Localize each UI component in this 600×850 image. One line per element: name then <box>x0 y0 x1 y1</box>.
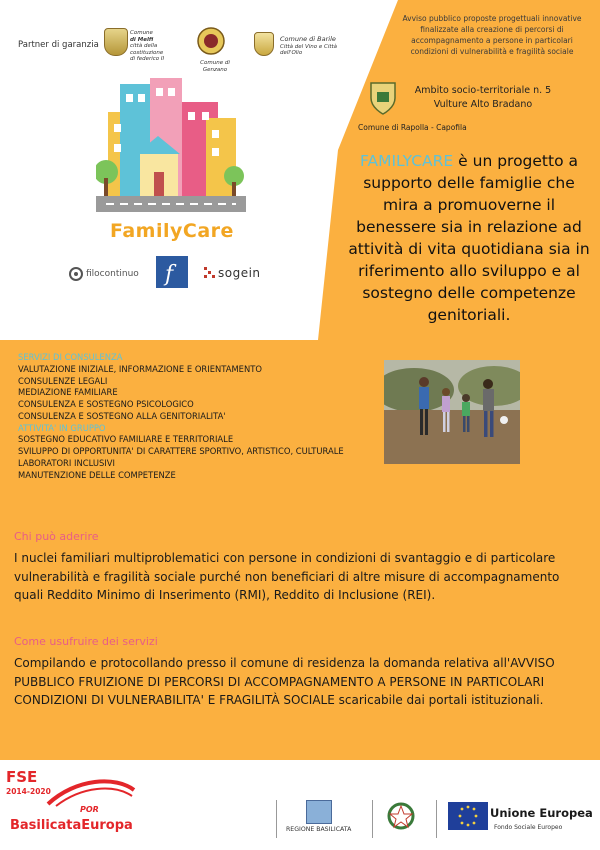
come-title: Come usufruire dei servizi <box>14 635 158 648</box>
list-item: SVILUPPO DI OPPORTUNITA' DI CARATTERE SPORTIVO, ARTISTICO, CULTURALE <box>18 446 344 457</box>
list-item: LABORATORI INCLUSIVI <box>18 457 115 468</box>
regione-label: REGIONE BASILICATA <box>286 826 352 833</box>
sogein-logo-icon <box>204 266 216 285</box>
basilicata-europa-label: BasilicataEuropa <box>10 818 133 833</box>
ambito-territoriale: Ambito socio-territoriale n. 5 Vulture Alto Bradano <box>414 85 552 110</box>
intro-paragraph: FAMILYCARE è un progetto a supporto delle famiglie che mira a promuoverne il benessere sia in relazione ad attività di vita quotidiana sia in riferimento allo sviluppo e al sostegno delle competenze genitoriali. <box>348 152 590 324</box>
intro-brand: FAMILYCARE <box>360 152 454 170</box>
footer-divider <box>436 800 437 838</box>
comune-capofila: Comune di Rapolla - Capofila <box>358 123 467 132</box>
list-item: VALUTAZIONE INIZIALE, INFORMAZIONE E ORIENTAMENTO <box>18 363 262 374</box>
genzano-crest-icon <box>192 26 230 64</box>
partner-label: Partner di garanzia <box>18 40 99 50</box>
comune-barile: Comune di Barile Città del Vino e Città dell'Olio <box>280 35 338 57</box>
fse-years: 2014-2020 <box>6 787 51 796</box>
list-item: CONSULENZA E SOSTEGNO ALLA GENITORIALITA' <box>18 410 226 421</box>
footer-divider <box>372 800 373 838</box>
footer-divider <box>276 800 277 838</box>
sponsor-f-logo-icon <box>156 256 188 288</box>
list-item: CONSULENZE LEGALI <box>18 375 108 386</box>
consulenza-header: SERVIZI DI CONSULENZA <box>18 352 123 362</box>
gruppo-header: ATTIVITA' IN GRUPPO <box>18 422 106 433</box>
barile-crest-icon <box>254 32 274 56</box>
come-body: Compilando e protocollando presso il comune di residenza la domanda relativa all'AVVISO PUBBLICO FRUIZIONE DI PERCORSI DI ACCOMPAGNAMENTO A PERSONE IN PARTICOLARI CONDIZIONI DI VULNERABILITA' E FRAGILITÀ SOCIALE scaricabile dai portali istituzionali. <box>14 656 555 708</box>
familycare-city-logo <box>96 78 246 216</box>
fse-label: FSE <box>6 768 38 786</box>
chi-puo-title: Chi può aderire <box>14 530 99 543</box>
por-label: POR <box>80 805 99 814</box>
familycare-logo-title: FamilyCare <box>110 220 234 242</box>
list-item: CONSULENZA E SOSTEGNO PSICOLOGICO <box>18 399 194 410</box>
comune-melfi: Comune di Melfi città della costituzione di federico II <box>130 30 165 63</box>
italy-emblem-icon <box>386 800 416 836</box>
notice-text: Avviso pubblico proposte progettuali innovative finalizzate alla creazione di percorsi di accompagnamento a persone in particolari condizioni di vulnerabilità e fragilità sociale <box>402 14 582 56</box>
chi-puo-body: I nuclei familiari multiproblematici con persone in condizioni di svantaggio e di particolare vulnerabilità e fragilità sociale purché non beneficiari di altre misure di accompagnamento quali Reddito Minimo di Inserimento (RMI), Reddito di Inclusione (REI). <box>14 551 560 603</box>
comune-genzano: Comune di Genzano <box>200 60 230 73</box>
regione-logo-icon <box>306 800 332 824</box>
ue-subtitle: Fondo Sociale Europeo <box>494 824 563 831</box>
sogein-label: sogein <box>218 266 261 280</box>
svg-text:f: f <box>165 262 174 287</box>
ue-title: Unione Europea <box>490 806 593 820</box>
list-item: MANUTENZIONE DELLE COMPETENZE <box>18 469 176 480</box>
filocontinuo-label: filocontinuo <box>86 269 139 279</box>
melfi-crest-icon <box>104 28 128 56</box>
family-photo <box>384 360 520 464</box>
filocontinuo-logo-icon <box>68 266 84 286</box>
services-list <box>18 352 438 481</box>
eu-flag-icon <box>448 802 488 830</box>
list-item: SOSTEGNO EDUCATIVO FAMILIARE E TERRITORIALE <box>18 434 234 445</box>
list-item: MEDIAZIONE FAMILIARE <box>18 387 118 398</box>
